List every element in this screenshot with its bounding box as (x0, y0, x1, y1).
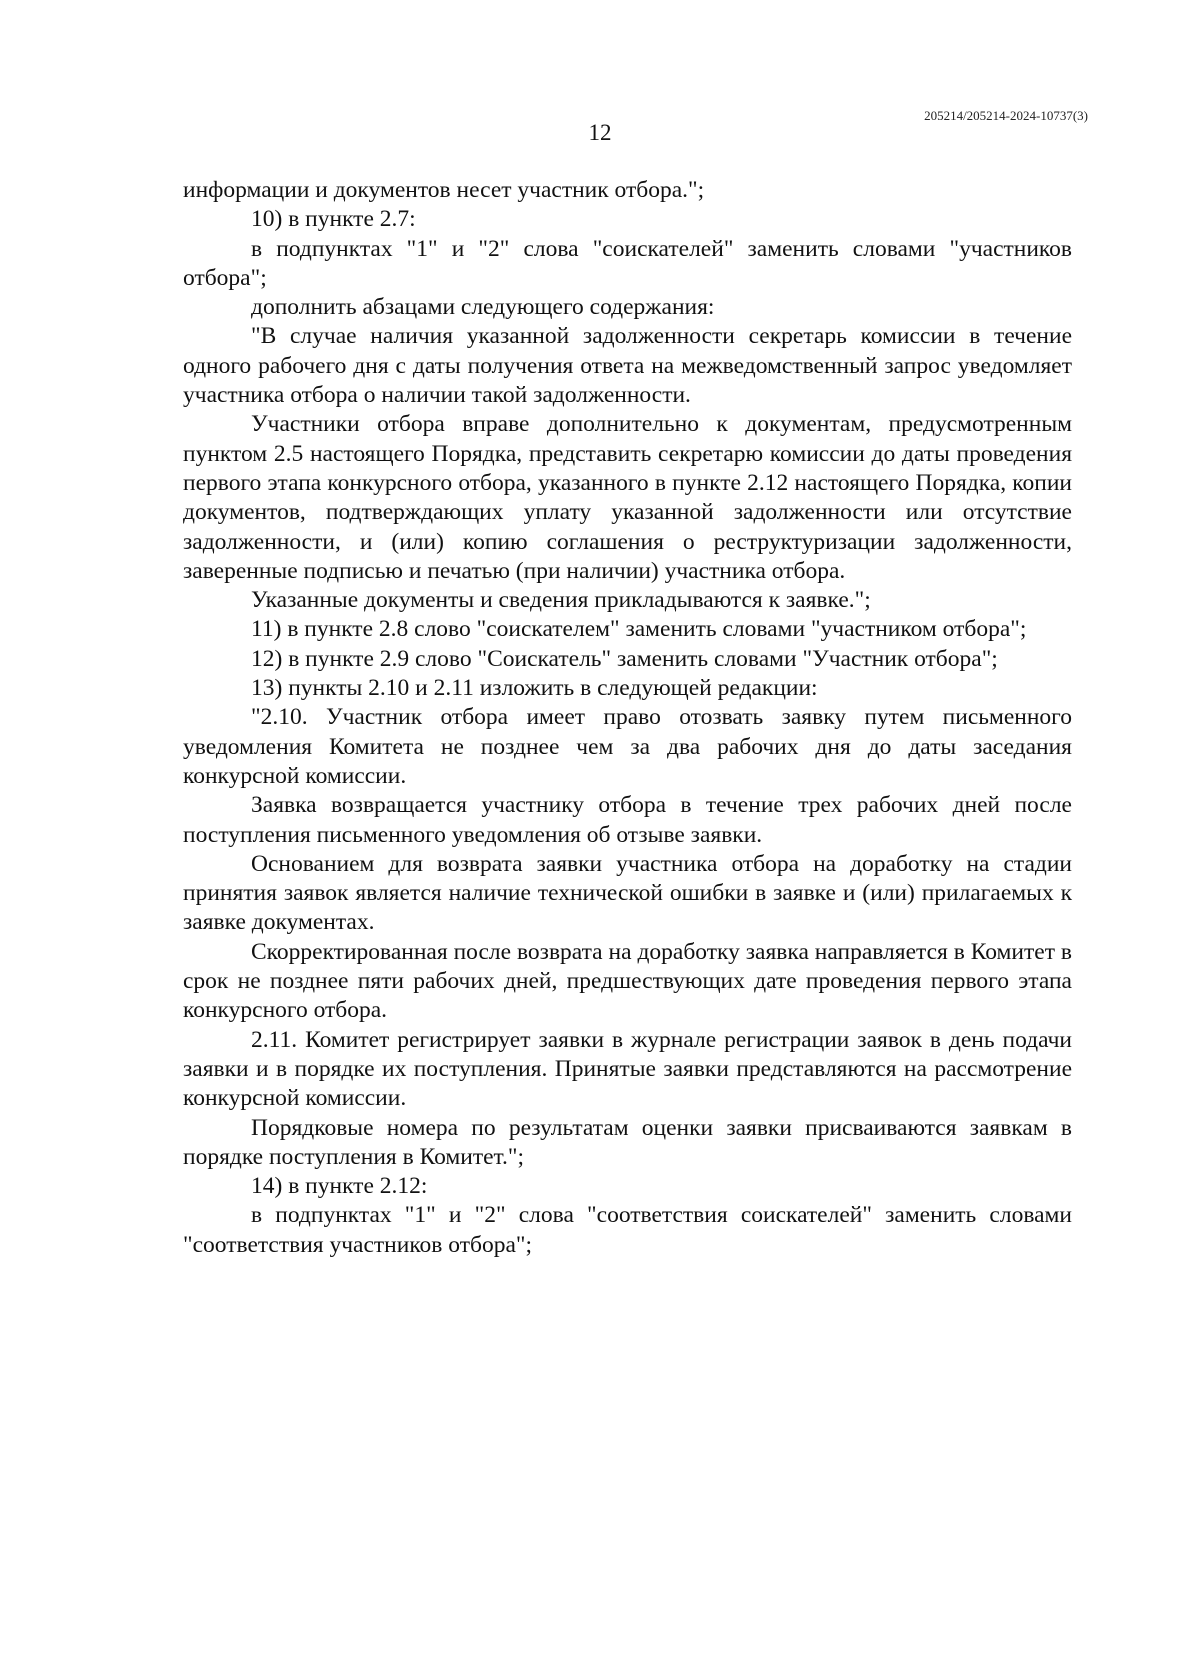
paragraph: Участники отбора вправе дополнительно к документам, предусмотренным пунктом 2.5 настоящего Порядка, представить секретарю комиссии до даты проведения первого этапа конкурсного отбора, указанного в пункте 2.12 настоящего Порядка, копии документов, подтверждающих уплату указанной задолженности или отсутствие задолженности, и (или) копию соглашения о реструктуризации задолженности, заверенные подписью и печатью (при наличии) участника отбора. (183, 411, 1072, 584)
paragraph: Порядковые номера по результатам оценки заявки присваиваются заявкам в порядке поступления в Комитет."; (183, 1114, 1072, 1170)
paragraph: Заявка возвращается участнику отбора в течение трех рабочих дней после поступления письменного уведомления об отзыве заявки. (183, 792, 1072, 848)
paragraph: Скорректированная после возврата на доработку заявка направляется в Комитет в срок не позднее пяти рабочих дней, предшествующих дате проведения первого этапа конкурсного отбора. (183, 938, 1072, 1024)
paragraph: 10) в пункте 2.7: (251, 206, 416, 233)
paragraph: "2.10. Участник отбора имеет право отозвать заявку путем письменного уведомления Комитета не позднее чем за два рабочих дня до даты заседания конкурсной комиссии. (183, 704, 1072, 789)
paragraph: дополнить абзацами следующего содержания: (251, 294, 715, 321)
page-number: 12 (588, 120, 612, 145)
paragraph: 12) в пункте 2.9 слово "Соискатель" заменить словами "Участник отбора"; (251, 645, 998, 672)
paragraph: информации и документов несет участник отбора."; (183, 177, 705, 203)
paragraph: "В случае наличия указанной задолженности секретарь комиссии в течение одного рабочего дня с даты получения ответа на межведомственный запрос уведомляет участника отбора о наличии такой задолженности. (183, 323, 1072, 409)
document-id: 205214/205214-2024-10737(3) (924, 108, 1088, 123)
paragraph: 13) пункты 2.10 и 2.11 изложить в следующей редакции: (251, 675, 818, 702)
paragraph: 2.11. Комитет регистрирует заявки в журнале регистрации заявок в день подачи заявки и в порядке их поступления. Принятые заявки представляются на рассмотрение конкурсной комиссии. (183, 1026, 1072, 1112)
document-body (183, 176, 1072, 1260)
paragraph: Указанные документы и сведения прикладываются к заявке."; (251, 587, 871, 614)
paragraph: 14) в пункте 2.12: (251, 1173, 428, 1200)
paragraph: в подпунктах "1" и "2" слова "соответствия соискателей" заменить словами "соответствия участников отбора"; (183, 1202, 1072, 1258)
paragraph: 11) в пункте 2.8 слово "соискателем" заменить словами "участником отбора"; (251, 616, 1027, 643)
paragraph: Основанием для возврата заявки участника отбора на доработку на стадии принятия заявок является наличие технической ошибки в заявке и (или) прилагаемых к заявке документах. (183, 850, 1072, 936)
paragraph: в подпунктах "1" и "2" слова "соискателей" заменить словами "участников отбора"; (183, 235, 1072, 291)
